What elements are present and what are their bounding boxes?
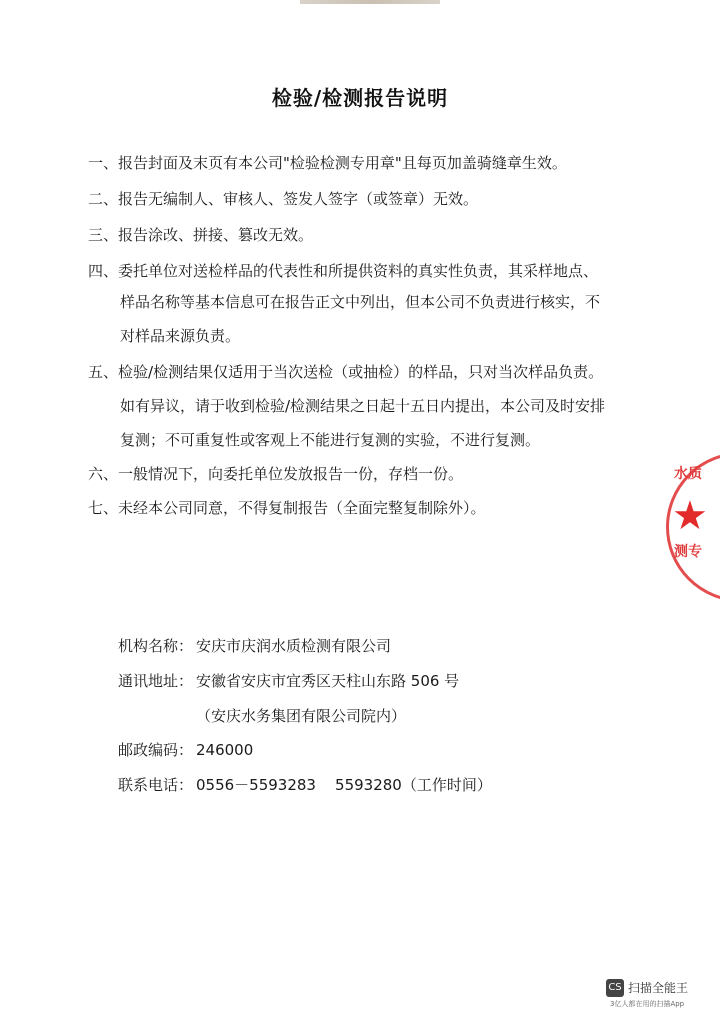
watermark-brand: 扫描全能王 [628, 981, 689, 995]
postcode-row [118, 740, 253, 760]
seal-text-top: 水质 [674, 466, 702, 482]
rule-4-number: 四、 [88, 262, 119, 280]
seal-star-icon: ★ [672, 493, 708, 539]
red-seal-stamp [660, 452, 720, 602]
address-value: 安徽省安庆市宜秀区天柱山东路 506 号 [196, 672, 460, 690]
camscanner-logo-icon: CS [606, 979, 624, 997]
rule-5-continuation-1: 如有异议，请于收到检验/检测结果之日起十五日内提出，本公司及时安排 [120, 397, 606, 415]
address-label: 通讯地址： [118, 672, 194, 690]
rule-5-text: 检验/检测结果仅适用于当次送检（或抽检）的样品，只对当次样品负责。 [118, 363, 604, 381]
watermark-tagline: 3亿人都在用的扫描App [610, 1000, 685, 1008]
rule-7-text: 未经本公司同意，不得复制报告（全面完整复制除外）。 [118, 499, 486, 517]
rule-4-text: 委托单位对送检样品的代表性和所提供资料的真实性负责，其采样地点、 [118, 262, 599, 280]
phone-label: 联系电话： [118, 776, 194, 794]
rule-6-text: 一般情况下，向委托单位发放报告一份，存档一份。 [118, 465, 464, 483]
rule-2 [88, 189, 478, 209]
seal-text-bottom: 测专 [674, 544, 702, 560]
rule-6 [88, 464, 463, 484]
rule-7-number: 七、 [88, 499, 119, 517]
address-line2-row [118, 706, 406, 726]
org-name-row [118, 636, 391, 656]
rule-4-continuation-1: 样品名称等基本信息可在报告正文中列出，但本公司不负责进行核实，不 [120, 293, 601, 311]
rule-4 [88, 261, 598, 281]
postcode-value: 246000 [196, 741, 254, 759]
rule-3-number: 三、 [88, 226, 119, 244]
rule-1-number: 一、 [88, 154, 119, 172]
rule-5-continuation-2: 复测；不可重复性或客观上不能进行复测的实验，不进行复测。 [120, 431, 541, 449]
rule-2-text: 报告无编制人、审核人、签发人签字（或签章）无效。 [118, 190, 479, 208]
scanner-watermark [606, 977, 706, 1011]
phone-row [118, 775, 492, 795]
org-name-value: 安庆市庆润水质检测有限公司 [196, 637, 392, 655]
address-row [118, 671, 459, 691]
address-line2-value: （安庆水务集团有限公司院内） [196, 707, 407, 725]
postcode-label: 邮政编码： [118, 741, 194, 759]
rule-6-number: 六、 [88, 465, 119, 483]
rule-7 [88, 498, 486, 518]
page-top-edge [300, 0, 440, 4]
rule-3-text: 报告涂改、拼接、篡改无效。 [118, 226, 314, 244]
rule-3 [88, 225, 313, 245]
rule-5-number: 五、 [88, 363, 119, 381]
document-title: 检验/检测报告说明 [271, 86, 449, 110]
phone-value: 0556－5593283 5593280（工作时间） [196, 776, 492, 794]
rule-1 [88, 153, 567, 173]
rule-2-number: 二、 [88, 190, 119, 208]
rule-1-text: 报告封面及末页有本公司"检验检测专用章"且每页加盖骑缝章生效。 [118, 154, 567, 172]
rule-4-continuation-2: 对样品来源负责。 [120, 327, 241, 345]
rule-5 [88, 362, 603, 382]
org-name-label: 机构名称： [118, 637, 194, 655]
